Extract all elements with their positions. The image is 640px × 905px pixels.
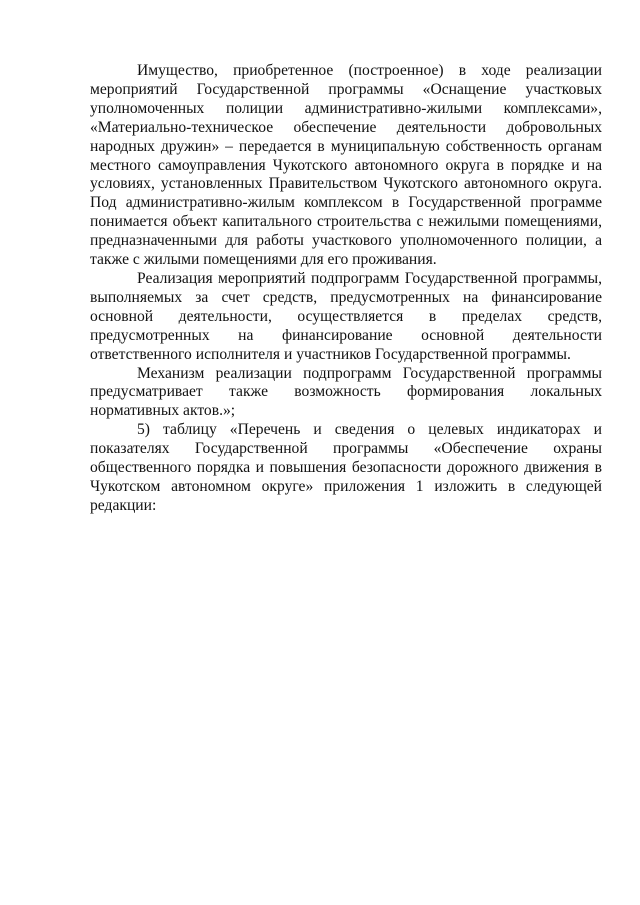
paragraph-item-5: 5) таблицу «Перечень и сведения о целевых индикаторах и показателях Государственной программы «Обеспечение охраны общественного порядка и повышения безопасности дорожного движения в Чукотском автономном округе» приложения 1 изложить в следующей редакции:	[90, 421, 602, 514]
paragraph-property-transfer: Имущество, приобретенное (построенное) в ходе реализации мероприятий Государственной программы «Оснащение участковых уполномоченных полиции административно-жилыми комплексами», «Материально-техническое обеспечение деятельности добровольных народных дружин» – передается в муниципальную собственность органам местного самоуправления Чукотского автономного округа в порядке и на условиях, установленных Правительством Чукотского автономного округа. Под административно-жилым комплексом в Государственной программе понимается объект капитального строительства с нежилыми помещениями, предназначенными для работы участкового уполномоченного полиции, а также с жилыми помещениями для его проживания.	[90, 62, 602, 269]
paragraph-mechanism: Механизм реализации подпрограмм Государственной программы предусматривает также возможность формирования локальных нормативных актов.»;	[90, 364, 602, 420]
paragraph-implementation-funding: Реализация мероприятий подпрограмм Государственной программы, выполняемых за счет средств, предусмотренных на финансирование основной деятельности, осуществляется в пределах средств, предусмотренных на финансирование основной деятельности ответственного исполнителя и участников Государственной программы.	[90, 269, 602, 363]
document-body	[90, 62, 602, 516]
